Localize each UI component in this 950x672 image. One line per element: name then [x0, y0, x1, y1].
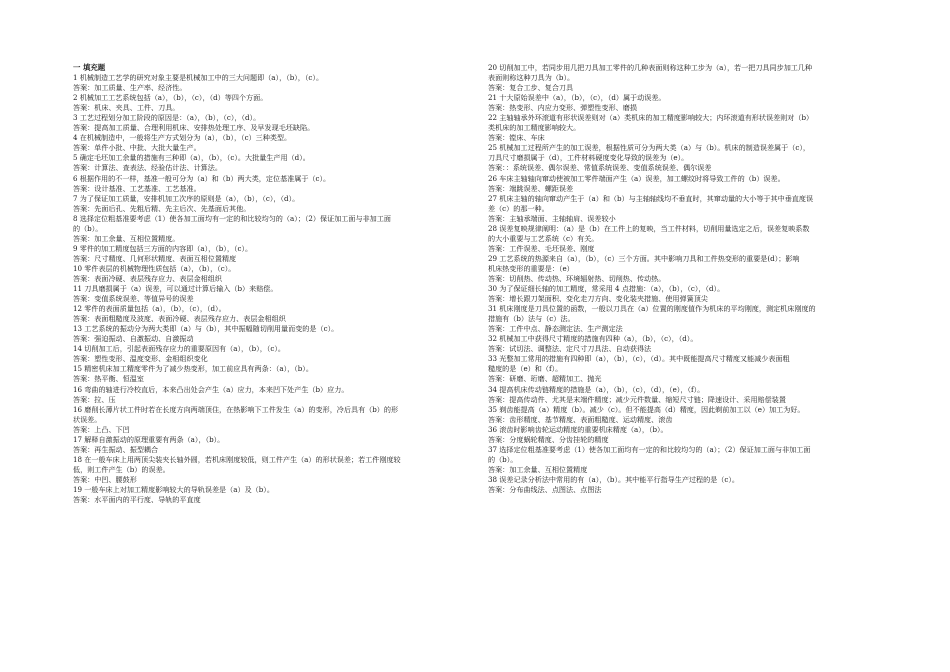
text-line: 17 解释自激振动的原理重要有两条（a），（b）。	[73, 434, 225, 444]
text-line: 答案：先面后孔、先粗后精、先主后次、先基面后其他。	[73, 203, 251, 213]
text-line: 机床热变形的重要是：（e）	[488, 263, 574, 273]
left-column	[73, 63, 485, 505]
text-line: 38 误差记录分析法中常用的有（a），（b）。其中能平行指导生产过程的是（c）。	[488, 474, 740, 484]
text-line: 7 为了保证加工质量，安排机加工次序的原则是（a），（b），（c），（d）。	[73, 193, 300, 203]
text-line: 3 工艺过程划分加工阶段的原因是：（a），（b），（c），（d）。	[73, 113, 261, 123]
text-line: 33 光整加工常用的措施有四种即（a），（b），（c），（d）。其中既能提高尺寸精度又能减少表面粗	[488, 354, 790, 364]
text-line: 16 弯曲的轴进行冷校直后，本来凸出处会产生（a）应力，本来凹下处产生（b）应力。	[73, 384, 349, 394]
text-line: 31 机床刚度是刀具位置的函数，一般以刀具在（a）位置的刚度值作为机床的平均刚度，测定机床刚度的	[488, 304, 816, 314]
text-line: 答案：强迫振动、自激振动、自激振动	[73, 334, 194, 344]
text-line: 37 选择定位粗基准要考虑（1）使各加工面均有一定的和比较均匀的（a）；（2）保证加工面与非加工面	[488, 444, 811, 454]
text-line: 答案：加工余量、互相位置精度	[488, 464, 588, 474]
text-line: 2 机械加工工艺系统包括（a），（b），（c），（d）等四个方面。	[73, 93, 268, 103]
text-line: 答案：齿形精度、基节精度、表面粗糙度、运动精度、滚齿	[488, 414, 673, 424]
right-column	[488, 63, 900, 495]
text-line: 答案：中凹、腰鼓形	[73, 474, 137, 484]
text-line: 答案：分布曲线法、点图法、点图法	[488, 484, 602, 494]
text-line: 答案：塑性变形、温度变形、金相组织变化	[73, 354, 208, 364]
text-line: 15 精密机床加工精度零件为了减少热变形，加工前应具有两条：（a），（b）。	[73, 364, 313, 374]
text-line: 19 一般车床上对加工精度影响较大的导轨误差是（a）及（b）。	[73, 484, 274, 494]
text-line: 答案：热变形、内应力变形、弹塑性变形、磨损	[488, 103, 637, 113]
text-line: 答案：试切法、调整法、定尺寸刀具法、自动获得法	[488, 344, 652, 354]
text-line: 答案：机床、夹具、工件、刀具。	[73, 103, 180, 113]
text-line: 22 主轴轴承外环滚道有形状误差则对（a）类机床的加工精度影响较大；内环滚道有形状误差则对（b）	[488, 113, 814, 123]
text-line: 32 机械加工中获得尺寸精度的措施有四种（a），（b），（c），（d）。	[488, 334, 698, 344]
text-line: 低，则工件产生（b）的误差。	[73, 464, 170, 474]
text-line: 28 误差复映规律阐明：（a）是（b）在工件上的复映，当工件材料，切削用量选定之后，误差复映系数	[488, 223, 810, 233]
text-line: 4 在机械制造中，一般将生产方式划分为（a），（b），（c）三种类型。	[73, 133, 292, 143]
text-line: 34 提高机床传动链精度的措施是（a），（b），（c），（d），（e），（f）。	[488, 384, 705, 394]
text-line: 答案：计算法、查表法、经验估计法、计算法。	[73, 163, 222, 173]
text-line: 20 切削加工中，若同步用几把刀具加工零件的几种表面则称这种工步为（a），若一把刀具同步加工几种	[488, 63, 813, 72]
text-line: 答案：主轴承端面、主轴轴肩、误差较小	[488, 213, 616, 223]
text-line: 答案：工件误差、毛坯误差、刚度	[488, 243, 595, 253]
text-line: 1 机械制造工艺学的研究对象主要是机械加工中的三大问题即（a），（b），（c）。	[73, 73, 324, 83]
text-line: 答案：上凸、下凹	[73, 424, 130, 434]
text-line: 答案：变值系统误差、等值异号的误差	[73, 294, 194, 304]
text-line: 答案：表面冷硬、表层残存应力、表层金相组织	[73, 273, 222, 283]
text-line: 26 车床主轴轴向窜动使被加工零件端面产生（a）误差，加工螺纹时将导致工件的（b）误差。	[488, 173, 785, 183]
text-line: 糙度的是（e）和（f）。	[488, 364, 563, 374]
text-line: 答案：镗床、车床	[488, 133, 545, 143]
text-line: 25 机械加工过程所产生的加工误差，根据性质可分为两大类（a）与（b）。机床的制造误差属于（c），	[488, 143, 810, 153]
text-line: 答案：单件小批、中批、大批大量生产。	[73, 143, 201, 153]
text-line: 35 剃齿能提高（a）精度（b）。减少（c）。但不能提高（d）精度，因此剃前加工以（e）加工为好。	[488, 404, 805, 414]
text-line: 答案：增长跟刀架面积、变化走刀方向、变化装夹措施、使用弹簧顶尖	[488, 294, 708, 304]
text-line: 答案：拉、压	[73, 394, 116, 404]
text-line: 8 选择定位粗基准要考虑（1）使各加工面均有一定的和比较均匀的（a）；（2）保证加工面与非加工面	[73, 213, 391, 223]
text-line: 答案：复合工步、复合刀具	[488, 83, 574, 93]
text-line: 10 零件表层的机械物理性质包括（a），（b），（c）。	[73, 263, 236, 273]
text-line: 答案：：系统误差、偶尔误差、常值系统误差、变值系统误差、偶尔误差	[488, 163, 712, 173]
text-line: 答案：水平面内的平行度、导轨的平直度	[73, 495, 201, 505]
text-line: 答案：工件中点、静态测定法、生产测定法	[488, 324, 623, 334]
text-line: 36 滚齿时影响齿轮运动精度的重要机床精度（a），（b）。	[488, 424, 668, 434]
text-line: 9 零件的加工精度包括三方面的内容即（a），（b），（c）。	[73, 243, 253, 253]
text-line: 27 机床主轴的轴向窜动产生于（a）和（b）与主轴轴线均不垂直时，其窜动量的大小等于其中垂直度误	[488, 193, 814, 203]
text-line: 类机床的加工精度影响较大。	[488, 123, 581, 133]
section-heading: 一 填充题	[73, 63, 106, 72]
text-line: 18 在一般车床上用两顶尖装夹长轴外圆，若机床刚度较低，则工件产生（a）的形状误差；若工件刚度较	[73, 454, 401, 464]
text-line: 5 确定毛坯加工余量的措施有三种即（a），（b），（c）。大批量生产用（d）。	[73, 153, 310, 163]
text-line: 30 为了保证细长轴的加工精度，常采用 4 点措施：（a），（b），（c），（d）。	[488, 284, 725, 294]
text-line: 答案：提高加工质量、合理利用机床、安排热处理工序、及早发现毛坯缺陷。	[73, 123, 315, 133]
text-line: 答案：热平衡、恒温室	[73, 374, 144, 384]
text-line: 13 工艺系统的振动分为两大类即（a）与（b），其中振幅随切削用量而变的是（c）。	[73, 324, 339, 334]
text-line: 表面则称这种刀具为（b）。	[488, 73, 575, 83]
text-line: 答案：研磨、珩磨、超精加工、抛光	[488, 374, 602, 384]
text-line: 答案：提高传动件、尤其是末端件精度；减少元件数量、缩短尺寸链；降速设计、采用赔偿装置	[488, 394, 786, 404]
text-line: 答案：分度蜗轮精度、分齿挂轮的精度	[488, 434, 609, 444]
text-line: 答案：切削热、传动热、环境辐射热、切削热、传动热。	[488, 273, 666, 283]
text-line: 状误差。	[73, 414, 102, 424]
text-line: 答案：设计基准、工艺基准、工艺基准。	[73, 183, 201, 193]
text-line: 答案：加工余量、互相位置精度。	[73, 233, 180, 243]
text-line: 刀具尺寸磨损属于（d），工件材料硬度变化导致的误差为（e）。	[488, 153, 689, 163]
text-line: 14 切削加工后，引起表面残存应力的重要原因有（a），（b），（c）。	[73, 344, 285, 354]
text-line: 的（b）。	[488, 454, 518, 464]
text-line: 措施有（b）法与（c）法。	[488, 314, 575, 324]
text-line: 16 磨削长薄片状工件时若在长度方向两端顶住，在热影响下工件发生（a）的变形，冷后具有（b）的形	[73, 404, 399, 414]
text-line: 答案：尺寸精度、几何形状精度、表面互相位置精度	[73, 253, 237, 263]
text-line: 12 零件的表面质量包括（a），（b），（c），（d）。	[73, 304, 226, 314]
text-line: 29 工艺系统的热源来自（a），（b），（c）三个方面。其中影响刀具和工件热变形的重要是(d）；影响	[488, 253, 800, 263]
text-line: 11 刀具磨损属于（a）误差，可以通过计算后输入（b）来赔偿。	[73, 284, 278, 294]
text-line: 的（b）。	[73, 223, 103, 233]
text-line: 答案：加工质量、生产率、经济性。	[73, 83, 187, 93]
text-line: 答案：表面粗糙度及波度、表面冷硬、表层残存应力、表层金相组织	[73, 314, 286, 324]
text-line: 差（c）的那一种。	[488, 203, 549, 213]
text-line: 的大小重要与工艺系统（c）有关。	[488, 233, 599, 243]
text-line: 答案：端跳误差、螺距误差	[488, 183, 574, 193]
text-line: 21 十大原始误差中（a），（b），（c），（d）属于动误差。	[488, 93, 666, 103]
text-line: 6 根据作用的不一样，基准一般可分为（a）和（b）两大类，定位基准属于（c）。	[73, 173, 331, 183]
text-line: 答案：再生振动、振型耦合	[73, 444, 159, 454]
